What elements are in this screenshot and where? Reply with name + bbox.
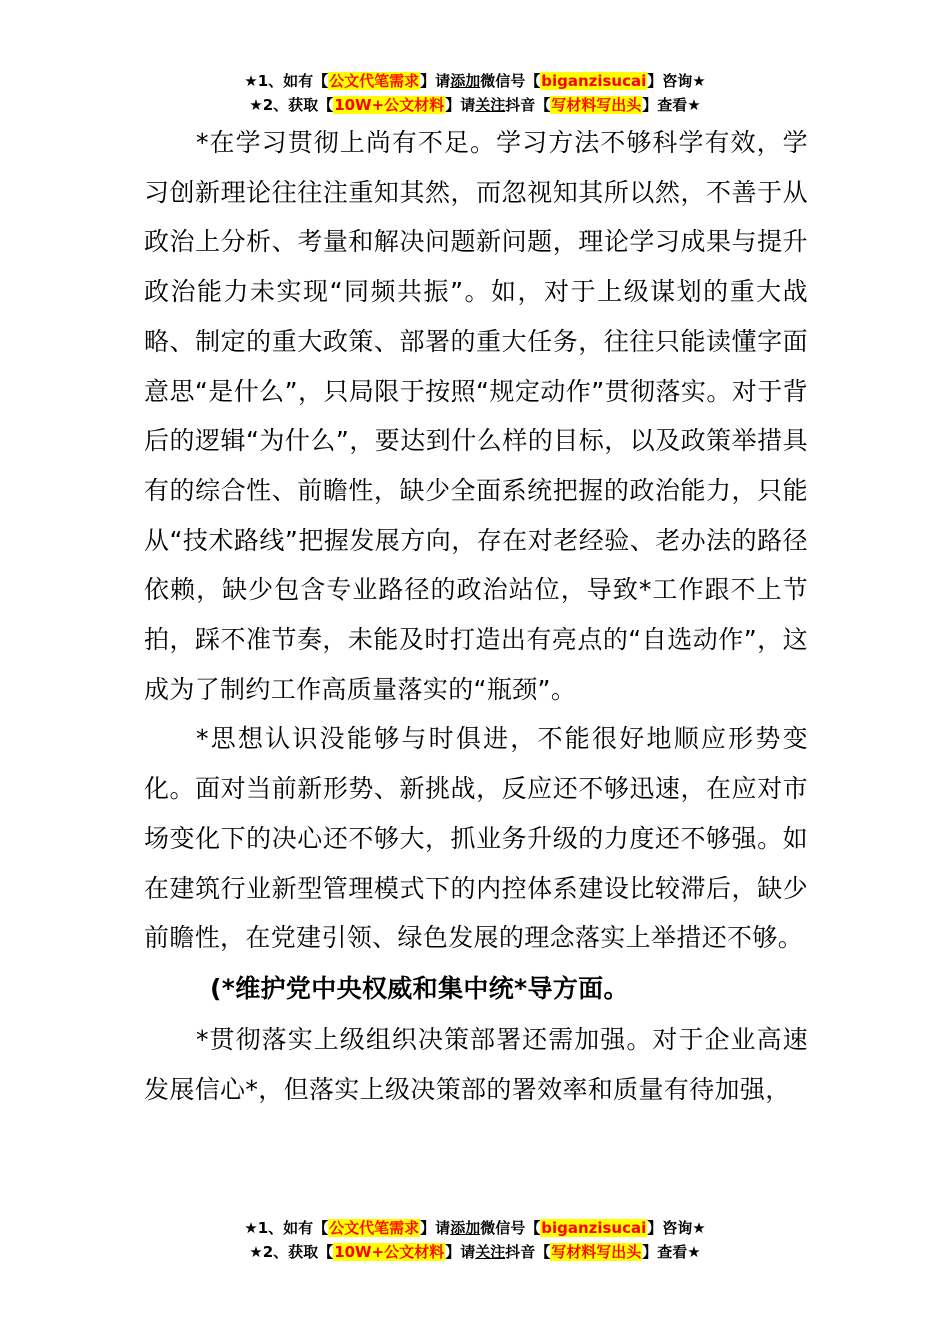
section-heading: (*维护党中央权威和集中统*导方面。: [210, 973, 629, 1003]
footer-banner: [0, 1216, 950, 1264]
highlight-service: 公文代笔需求: [329, 72, 420, 90]
highlight-materials: 10W+公文材料: [334, 1243, 445, 1261]
highlight-materials: 10W+公文材料: [334, 96, 445, 114]
douyin-account: 写材料写出头: [551, 96, 642, 114]
header-banner: [0, 69, 950, 117]
paragraph-3: *贯彻落实上级组织决策部署还需加强。对于企业高速发展信心*，但落实上级决策部的署效率和质量有待加强，: [144, 1024, 808, 1104]
banner-line-1: ★1、如有【公文代笔需求】请添加微信号【biganzisucai】咨询★: [244, 72, 706, 90]
wechat-id: biganzisucai: [541, 72, 647, 90]
douyin-account: 写材料写出头: [551, 1243, 642, 1261]
paragraph-2: *思想认识没能够与时俱进，不能很好地顺应形势变化。面对当前新形势、新挑战，反应还不够迅速，在应对市场变化下的决心还不够大，抓业务升级的力度还不够强。如在建筑行业新型管理模式下的内控体系建设比较滞后，缺少前瞻性，在党建引领、绿色发展的理念落实上举措还不够。: [144, 724, 808, 953]
document-body: [144, 118, 808, 1114]
highlight-service: 公文代笔需求: [329, 1219, 420, 1237]
banner-line-1: ★1、如有【公文代笔需求】请添加微信号【biganzisucai】咨询★: [244, 1219, 706, 1237]
banner-line-2: ★2、获取【10W+公文材料】请关注抖音【写材料写出头】查看★: [249, 1243, 701, 1261]
banner-line-2: ★2、获取【10W+公文材料】请关注抖音【写材料写出头】查看★: [249, 96, 701, 114]
paragraph-1: *在学习贯彻上尚有不足。学习方法不够科学有效，学习创新理论往往注重知其然，而忽视知其所以然，不善于从政治上分析、考量和解决问题新问题，理论学习成果与提升政治能力未实现“同频共振”。如，对于上级谋划的重大战略、制定的重大政策、部署的重大任务，往往只能读懂字面意思“是什么”，只局限于按照“规定动作”贯彻落实。对于背后的逻辑“为什么”，要达到什么样的目标，以及政策举措具有的综合性、前瞻性，缺少全面系统把握的政治能力，只能从“技术路线”把握发展方向，存在对老经验、老办法的路径依赖，缺少包含专业路径的政治站位，导致*工作跟不上节拍，踩不准节奏，未能及时打造出有亮点的“自选动作”，这成为了制约工作高质量落实的“瓶颈”。: [144, 128, 808, 704]
wechat-id: biganzisucai: [541, 1219, 647, 1237]
